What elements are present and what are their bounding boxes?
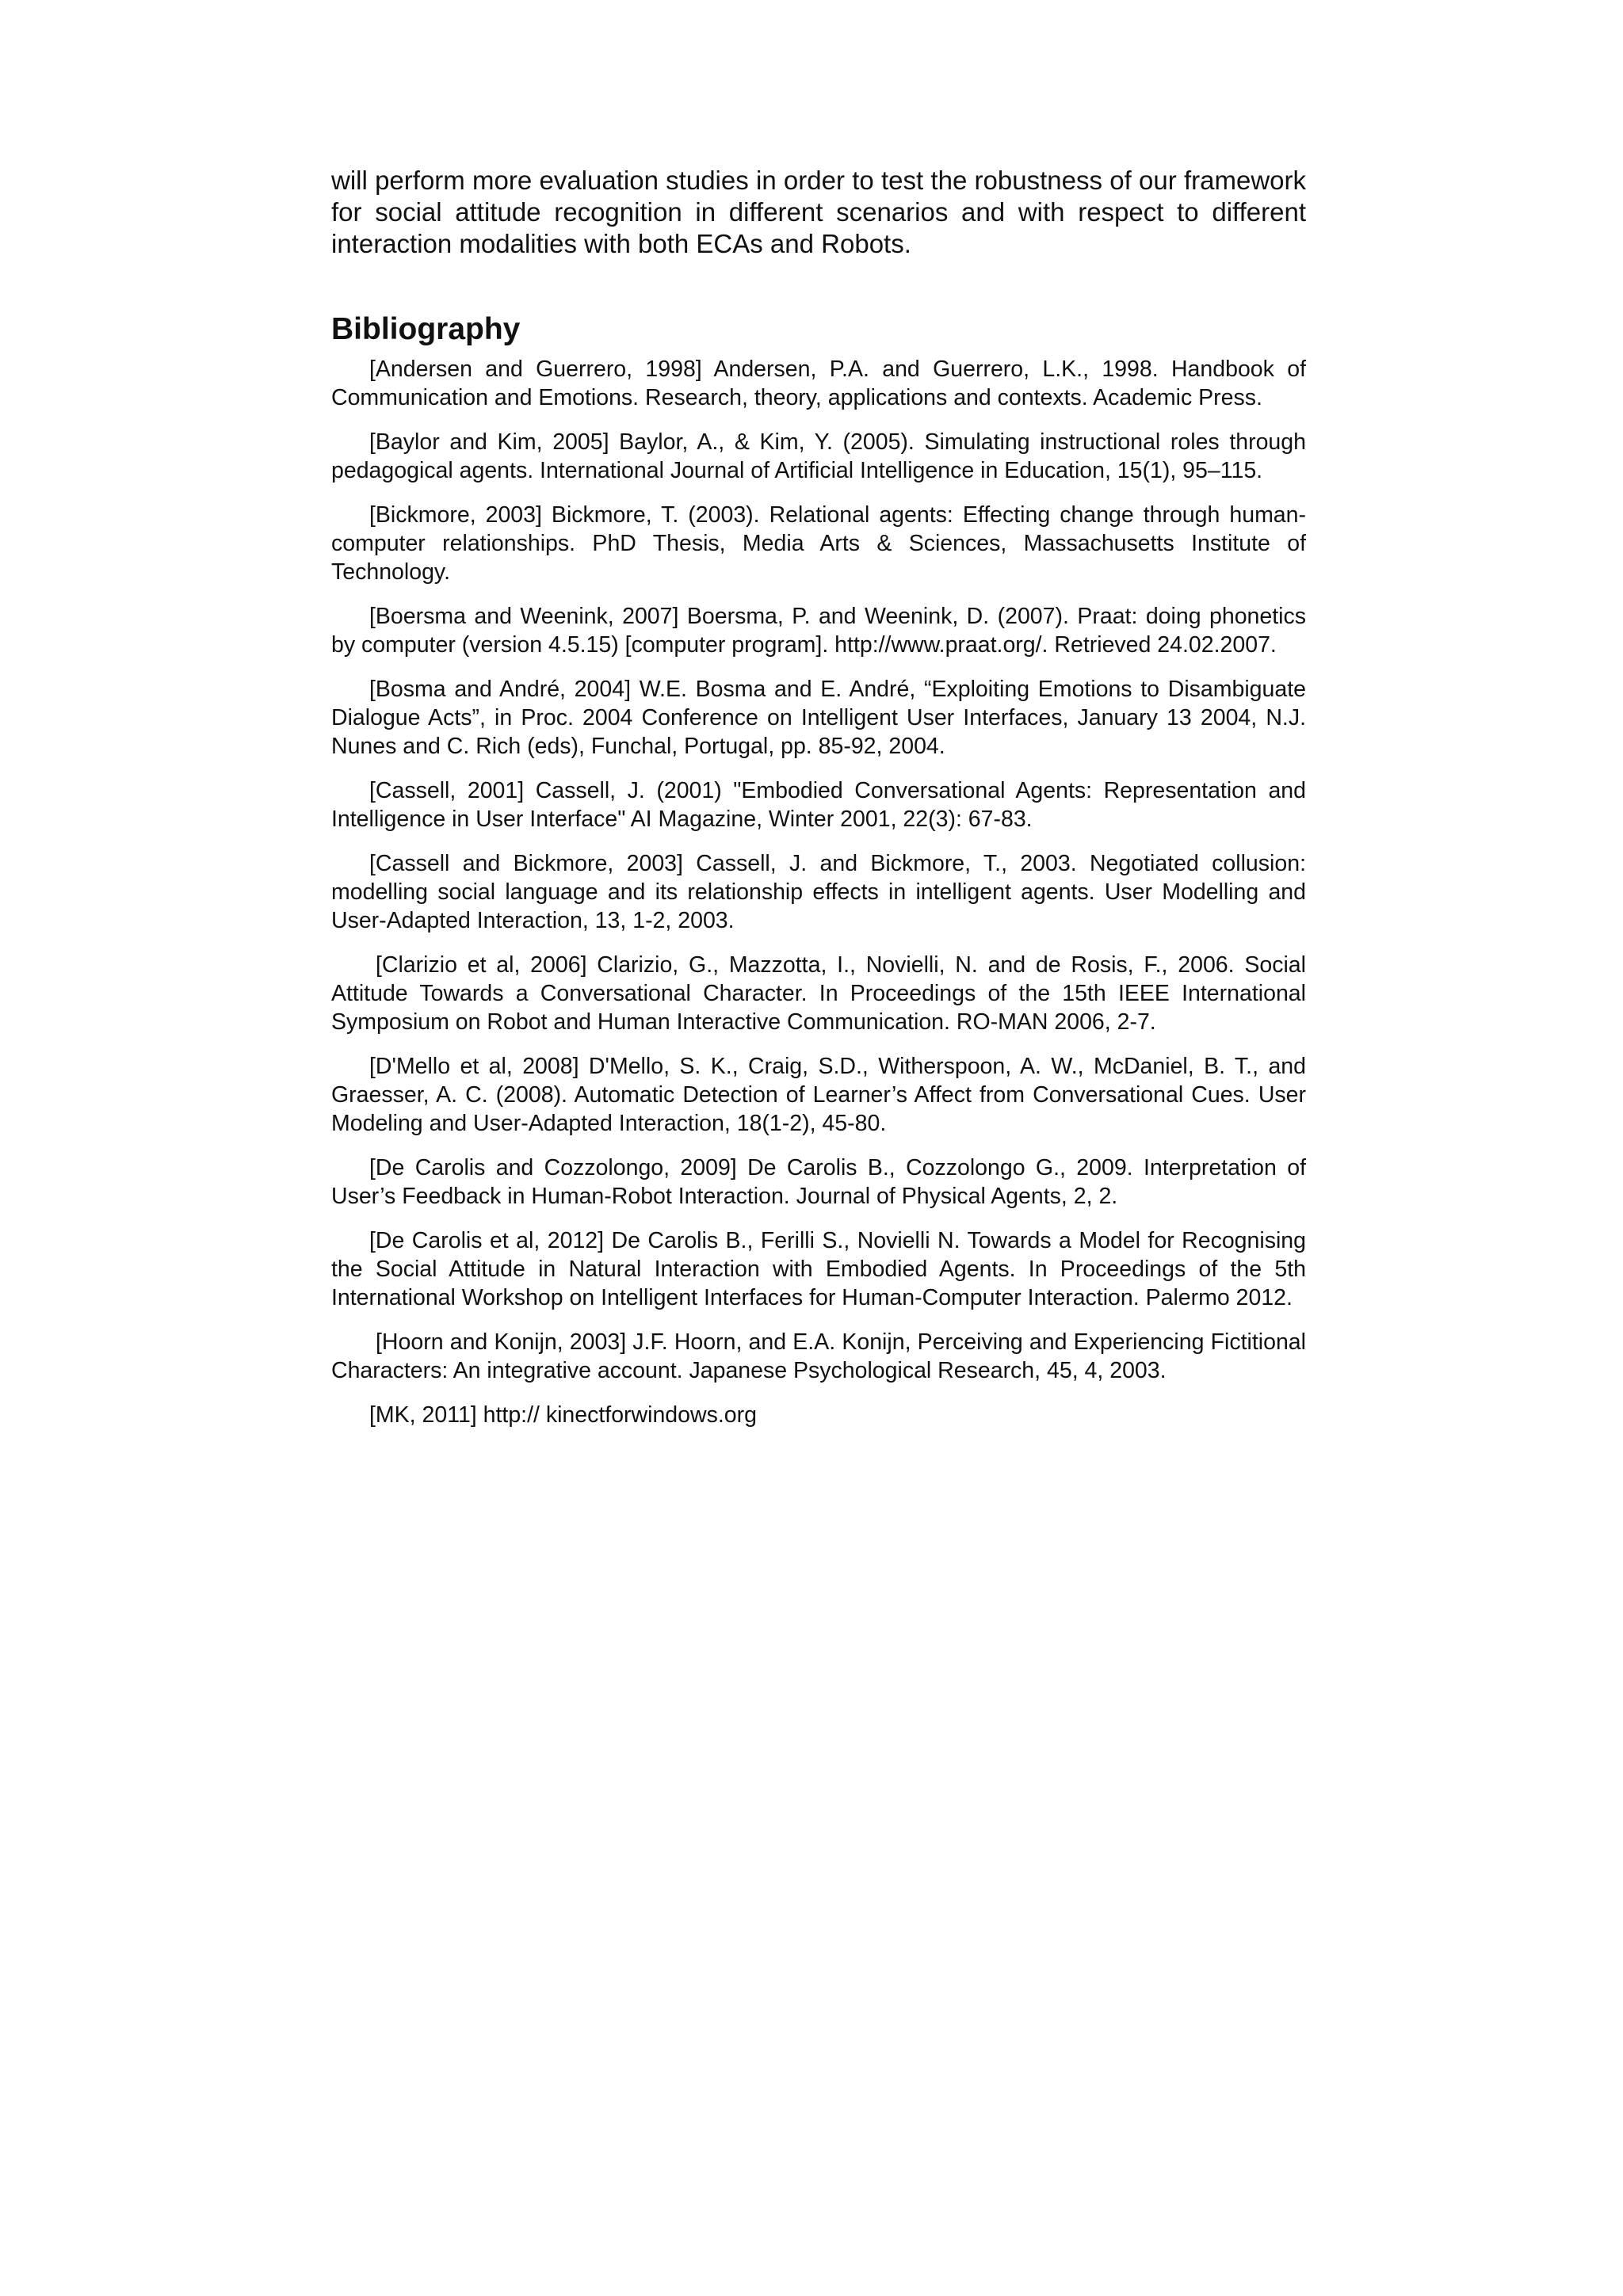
document-page: [331, 165, 1306, 1445]
bib-entry: [Baylor and Kim, 2005] Baylor, A., & Kim, Y. (2005). Simulating instructional roles through pedagogical agents. International Journal of Artificial Intelligence in Education, 15(1), 95–115.: [331, 429, 1306, 483]
bib-entry: [Cassell, 2001] Cassell, J. (2001) "Embodied Conversational Agents: Representation and Intelligence in User Interface" AI Magazine, Winter 2001, 22(3): 67-83.: [331, 778, 1306, 832]
bib-entry: [Clarizio et al, 2006] Clarizio, G., Mazzotta, I., Novielli, N. and de Rosis, F., 2006. Social Attitude Towards a Conversational Character. In Proceedings of the 15th IEEE International Symposium on Robot and Human Interactive Communication. RO-MAN 2006, 2-7.: [331, 952, 1306, 1035]
bibliography-heading: Bibliography: [331, 312, 521, 346]
bib-entry: [Hoorn and Konijn, 2003] J.F. Hoorn, and E.A. Konijn, Perceiving and Experiencing Fictitional Characters: An integrative account. Japanese Psychological Research, 45, 4, 2003.: [331, 1329, 1306, 1383]
bib-entry: [Cassell and Bickmore, 2003] Cassell, J. and Bickmore, T., 2003. Negotiated collusion: modelling social language and its relationship effects in intelligent agents. User Modelling and User-Adapted Interaction, 13, 1-2, 2003.: [331, 851, 1306, 933]
bib-entry: [De Carolis et al, 2012] De Carolis B., Ferilli S., Novielli N. Towards a Model for Recognising the Social Attitude in Natural Interaction with Embodied Agents. In Proceedings of the 5th International Workshop on Intelligent Interfaces for Human-Computer Interaction. Palermo 2012.: [331, 1228, 1306, 1310]
bib-entry: [MK, 2011] http:// kinectforwindows.org: [369, 1402, 757, 1428]
bib-entry: [De Carolis and Cozzolongo, 2009] De Carolis B., Cozzolongo G., 2009. Interpretation of User’s Feedback in Human-Robot Interaction. Journal of Physical Agents, 2, 2.: [331, 1155, 1306, 1209]
bib-entry: [Andersen and Guerrero, 1998] Andersen, P.A. and Guerrero, L.K., 1998. Handbook of Communication and Emotions. Research, theory, applications and contexts. Academic Press.: [331, 357, 1306, 410]
bib-entry: [D'Mello et al, 2008] D'Mello, S. K., Craig, S.D., Witherspoon, A. W., McDaniel, B. T., and Graesser, A. C. (2008). Automatic Detection of Learner’s Affect from Conversational Cues. User Modeling and User-Adapted Interaction, 18(1-2), 45-80.: [331, 1054, 1306, 1136]
bib-entry: [Bosma and André, 2004] W.E. Bosma and E. André, “Exploiting Emotions to Disambiguate Dialogue Acts”, in Proc. 2004 Conference on Intelligent User Interfaces, January 13 2004, N.J. Nunes and C. Rich (eds), Funchal, Portugal, pp. 85-92, 2004.: [331, 677, 1306, 759]
bibliography-list: [331, 355, 1306, 1429]
bib-entry: [Bickmore, 2003] Bickmore, T. (2003). Relational agents: Effecting change through human-computer relationships. PhD Thesis, Media Arts & Sciences, Massachusetts Institute of Technology.: [331, 502, 1306, 585]
bib-entry: [Boersma and Weenink, 2007] Boersma, P. and Weenink, D. (2007). Praat: doing phonetics by computer (version 4.5.15) [computer program]. http://www.praat.org/. Retrieved 24.02.2007.: [331, 604, 1306, 658]
intro-paragraph: will perform more evaluation studies in order to test the robustness of our framework for social attitude recognition in different scenarios and with respect to different interaction modalities with both ECAs and Robots.: [331, 166, 1306, 258]
